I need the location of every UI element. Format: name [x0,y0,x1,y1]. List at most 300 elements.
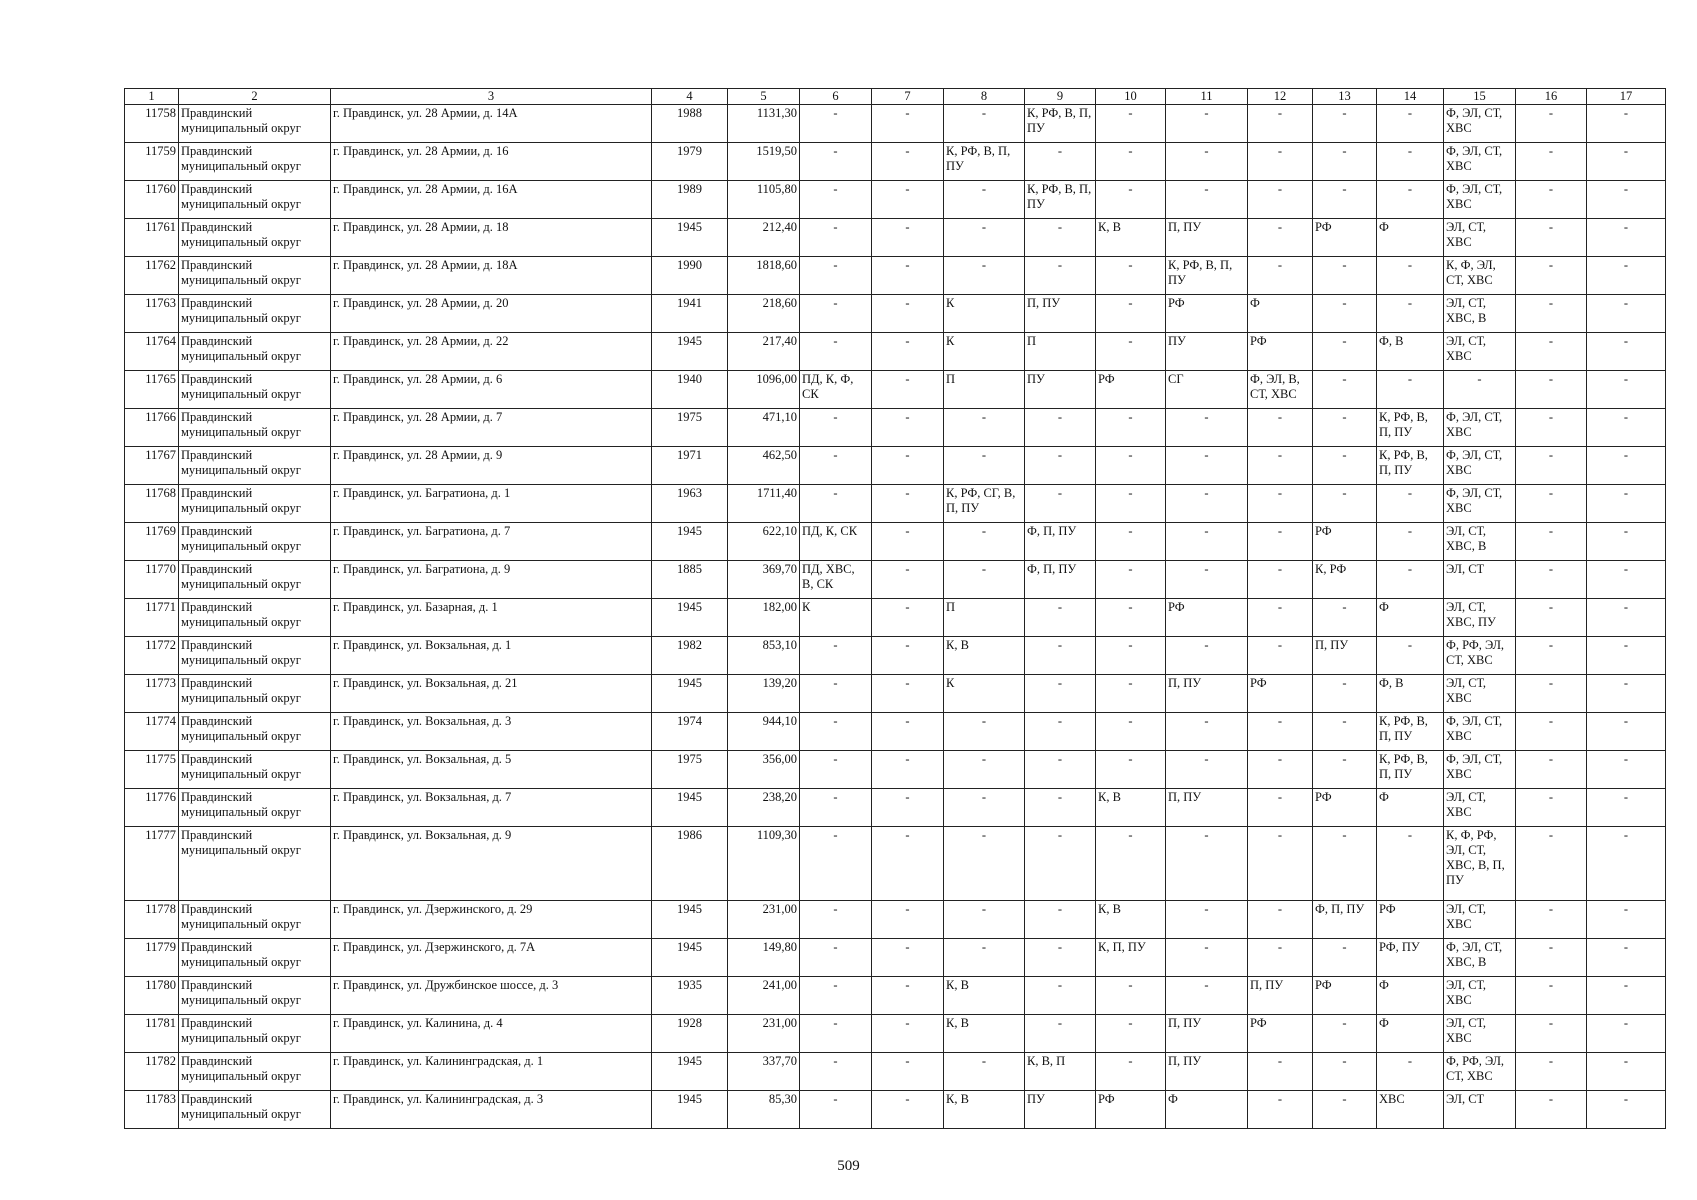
table-cell-col-5: 1818,60 [728,257,800,295]
column-header-15: 15 [1444,89,1516,105]
table-cell-col-5: 139,20 [728,675,800,713]
table-cell-col-4: 1945 [652,901,728,939]
table-row [125,485,1666,523]
column-header-10: 10 [1096,89,1166,105]
table-cell-col-10: - [1096,751,1166,789]
table-cell-col-3: г. Правдинск, ул. Вокзальная, д. 1 [331,637,652,675]
table-cell-col-11: - [1166,977,1248,1015]
table-cell-col-8: - [944,447,1025,485]
table-cell-col-3: г. Правдинск, ул. Вокзальная, д. 5 [331,751,652,789]
table-cell-col-11: - [1166,181,1248,219]
table-row [125,1015,1666,1053]
table-cell-col-7: - [872,1015,944,1053]
table-cell-col-15: Ф, ЭЛ, СТ, ХВС [1444,181,1516,219]
table-cell-col-13: РФ [1313,977,1377,1015]
table-cell-col-3: г. Правдинск, ул. 28 Армии, д. 14А [331,105,652,143]
table-cell-col-9: К, РФ, В, П, ПУ [1025,181,1096,219]
table-cell-col-6: - [800,789,872,827]
table-row [125,713,1666,751]
table-cell-col-7: - [872,977,944,1015]
column-header-1: 1 [125,89,179,105]
table-cell-col-10: - [1096,409,1166,447]
table-cell-col-9: ПУ [1025,1091,1096,1129]
table-cell-col-14: - [1377,1053,1444,1091]
table-cell-col-7: - [872,789,944,827]
table-cell-col-16: - [1516,485,1587,523]
table-cell-col-17: - [1587,1053,1666,1091]
table-cell-col-12: - [1248,1091,1313,1129]
table-cell-col-10: К, В [1096,901,1166,939]
table-cell-col-14: Ф [1377,1015,1444,1053]
table-cell-col-4: 1979 [652,143,728,181]
table-cell-col-16: - [1516,295,1587,333]
table-cell-col-16: - [1516,561,1587,599]
table-cell-col-14: К, РФ, В, П, ПУ [1377,409,1444,447]
table-cell-col-9: К, РФ, В, П, ПУ [1025,105,1096,143]
table-cell-col-2: Правдинский муниципальный округ [179,143,331,181]
table-cell-col-8: К, В [944,637,1025,675]
table-cell-col-14: - [1377,181,1444,219]
table-cell-col-4: 1940 [652,371,728,409]
table-cell-col-15: К, Ф, РФ, ЭЛ, СТ, ХВС, В, П, ПУ [1444,827,1516,901]
table-cell-col-2: Правдинский муниципальный округ [179,333,331,371]
table-cell-col-7: - [872,181,944,219]
table-cell-col-14: Ф [1377,599,1444,637]
table-cell-col-14: - [1377,257,1444,295]
table-cell-col-2: Правдинский муниципальный округ [179,371,331,409]
table-cell-col-4: 1935 [652,977,728,1015]
table-cell-col-2: Правдинский муниципальный округ [179,295,331,333]
table-cell-col-9: - [1025,675,1096,713]
table-cell-col-7: - [872,485,944,523]
table-cell-col-15: ЭЛ, СТ [1444,561,1516,599]
table-cell-col-13: - [1313,485,1377,523]
table-cell-col-5: 337,70 [728,1053,800,1091]
table-cell-col-4: 1945 [652,219,728,257]
table-cell-col-5: 1096,00 [728,371,800,409]
table-cell-col-15: ЭЛ, СТ, ХВС, ПУ [1444,599,1516,637]
table-cell-col-17: - [1587,675,1666,713]
table-cell-col-11: РФ [1166,295,1248,333]
table-cell-col-11: П, ПУ [1166,1015,1248,1053]
table-cell-col-14: Ф [1377,977,1444,1015]
table-cell-col-13: П, ПУ [1313,637,1377,675]
column-header-9: 9 [1025,89,1096,105]
table-cell-col-8: П [944,371,1025,409]
table-cell-col-8: К, РФ, В, П, ПУ [944,143,1025,181]
table-cell-col-14: Ф, В [1377,675,1444,713]
table-cell-col-13: - [1313,257,1377,295]
table-cell-col-1: 11779 [125,939,179,977]
table-cell-col-3: г. Правдинск, ул. 28 Армии, д. 18А [331,257,652,295]
table-cell-col-4: 1885 [652,561,728,599]
table-cell-col-4: 1975 [652,409,728,447]
table-cell-col-6: - [800,219,872,257]
table-body [125,105,1666,1129]
table-cell-col-10: - [1096,143,1166,181]
table-cell-col-1: 11770 [125,561,179,599]
table-cell-col-4: 1945 [652,939,728,977]
table-cell-col-13: - [1313,333,1377,371]
table-cell-col-1: 11773 [125,675,179,713]
column-header-7: 7 [872,89,944,105]
table-cell-col-16: - [1516,181,1587,219]
table-cell-col-5: 462,50 [728,447,800,485]
table-cell-col-12: Ф [1248,295,1313,333]
table-cell-col-10: - [1096,295,1166,333]
table-cell-col-1: 11758 [125,105,179,143]
table-cell-col-4: 1945 [652,675,728,713]
table-cell-col-12: РФ [1248,1015,1313,1053]
table-cell-col-11: - [1166,939,1248,977]
table-cell-col-12: - [1248,485,1313,523]
table-cell-col-12: РФ [1248,675,1313,713]
table-cell-col-7: - [872,143,944,181]
table-cell-col-6: ПД, ХВС, В, СК [800,561,872,599]
table-cell-col-15: Ф, ЭЛ, СТ, ХВС [1444,485,1516,523]
table-cell-col-3: г. Правдинск, ул. Калининградская, д. 1 [331,1053,652,1091]
table-cell-col-13: - [1313,827,1377,901]
table-cell-col-10: К, П, ПУ [1096,939,1166,977]
table-cell-col-12: - [1248,827,1313,901]
table-cell-col-12: - [1248,901,1313,939]
table-row [125,257,1666,295]
table-cell-col-7: - [872,675,944,713]
table-cell-col-13: - [1313,105,1377,143]
table-cell-col-9: - [1025,143,1096,181]
table-cell-col-3: г. Правдинск, ул. Дзержинского, д. 29 [331,901,652,939]
table-cell-col-12: - [1248,713,1313,751]
table-cell-col-8: - [944,219,1025,257]
table-cell-col-11: - [1166,637,1248,675]
table-cell-col-13: - [1313,181,1377,219]
table-cell-col-7: - [872,1053,944,1091]
table-cell-col-2: Правдинский муниципальный округ [179,901,331,939]
table-cell-col-8: - [944,1053,1025,1091]
table-cell-col-15: ЭЛ, СТ, ХВС [1444,901,1516,939]
table-cell-col-4: 1974 [652,713,728,751]
table-cell-col-2: Правдинский муниципальный округ [179,751,331,789]
table-cell-col-15: Ф, РФ, ЭЛ, СТ, ХВС [1444,1053,1516,1091]
table-row [125,523,1666,561]
table-cell-col-12: - [1248,523,1313,561]
table-cell-col-1: 11761 [125,219,179,257]
table-cell-col-12: РФ [1248,333,1313,371]
table-cell-col-3: г. Правдинск, ул. Калинина, д. 4 [331,1015,652,1053]
table-cell-col-7: - [872,523,944,561]
table-cell-col-7: - [872,599,944,637]
table-cell-col-3: г. Правдинск, ул. Дзержинского, д. 7А [331,939,652,977]
table-cell-col-2: Правдинский муниципальный округ [179,561,331,599]
table-cell-col-7: - [872,409,944,447]
table-cell-col-16: - [1516,143,1587,181]
table-cell-col-7: - [872,561,944,599]
table-cell-col-1: 11762 [125,257,179,295]
table-cell-col-5: 369,70 [728,561,800,599]
table-cell-col-1: 11771 [125,599,179,637]
table-cell-col-2: Правдинский муниципальный округ [179,523,331,561]
table-cell-col-11: Ф [1166,1091,1248,1129]
table-cell-col-9: - [1025,939,1096,977]
table-cell-col-9: - [1025,1015,1096,1053]
table-cell-col-17: - [1587,827,1666,901]
table-cell-col-5: 471,10 [728,409,800,447]
table-cell-col-17: - [1587,219,1666,257]
table-row [125,295,1666,333]
table-cell-col-16: - [1516,409,1587,447]
table-cell-col-6: - [800,1053,872,1091]
table-cell-col-17: - [1587,901,1666,939]
table-cell-col-11: - [1166,751,1248,789]
table-cell-col-15: Ф, ЭЛ, СТ, ХВС [1444,143,1516,181]
table-cell-col-5: 1131,30 [728,105,800,143]
table-cell-col-10: - [1096,713,1166,751]
table-cell-col-14: - [1377,637,1444,675]
table-cell-col-7: - [872,713,944,751]
table-cell-col-12: - [1248,561,1313,599]
table-cell-col-11: ПУ [1166,333,1248,371]
table-cell-col-2: Правдинский муниципальный округ [179,409,331,447]
table-cell-col-8: - [944,827,1025,901]
table-cell-col-1: 11775 [125,751,179,789]
table-cell-col-4: 1945 [652,1091,728,1129]
table-cell-col-8: - [944,181,1025,219]
table-cell-col-5: 622,10 [728,523,800,561]
table-cell-col-13: - [1313,599,1377,637]
table-cell-col-4: 1928 [652,1015,728,1053]
table-cell-col-10: К, В [1096,789,1166,827]
table-cell-col-16: - [1516,257,1587,295]
table-cell-col-6: - [800,827,872,901]
table-cell-col-9: - [1025,219,1096,257]
table-cell-col-9: - [1025,599,1096,637]
table-cell-col-4: 1963 [652,485,728,523]
table-cell-col-13: - [1313,447,1377,485]
table-cell-col-14: - [1377,105,1444,143]
table-cell-col-14: ХВС [1377,1091,1444,1129]
table-cell-col-1: 11774 [125,713,179,751]
table-cell-col-2: Правдинский муниципальный округ [179,485,331,523]
table-cell-col-12: - [1248,939,1313,977]
table-row [125,447,1666,485]
table-cell-col-6: - [800,333,872,371]
column-header-4: 4 [652,89,728,105]
table-cell-col-7: - [872,447,944,485]
table-cell-col-9: - [1025,827,1096,901]
table-cell-col-10: - [1096,827,1166,901]
table-cell-col-11: П, ПУ [1166,1053,1248,1091]
table-cell-col-16: - [1516,977,1587,1015]
table-cell-col-8: П [944,599,1025,637]
table-cell-col-15: К, Ф, ЭЛ, СТ, ХВС [1444,257,1516,295]
table-row [125,675,1666,713]
table-cell-col-6: - [800,1091,872,1129]
table-cell-col-11: - [1166,485,1248,523]
table-cell-col-8: - [944,523,1025,561]
table-cell-col-15: Ф, ЭЛ, СТ, ХВС [1444,409,1516,447]
table-cell-col-17: - [1587,977,1666,1015]
table-cell-col-3: г. Правдинск, ул. Дружбинское шоссе, д. 3 [331,977,652,1015]
table-cell-col-13: - [1313,751,1377,789]
table-row [125,181,1666,219]
table-cell-col-3: г. Правдинск, ул. 28 Армии, д. 20 [331,295,652,333]
table-cell-col-1: 11763 [125,295,179,333]
table-cell-col-6: - [800,143,872,181]
table-cell-col-14: Ф [1377,219,1444,257]
table-cell-col-17: - [1587,447,1666,485]
table-cell-col-8: К [944,675,1025,713]
table-cell-col-3: г. Правдинск, ул. Багратиона, д. 1 [331,485,652,523]
table-cell-col-10: - [1096,637,1166,675]
table-row [125,1091,1666,1129]
table-cell-col-10: - [1096,977,1166,1015]
table-cell-col-3: г. Правдинск, ул. Вокзальная, д. 21 [331,675,652,713]
table-cell-col-13: - [1313,409,1377,447]
table-cell-col-15: Ф, ЭЛ, СТ, ХВС [1444,447,1516,485]
table-cell-col-4: 1945 [652,1053,728,1091]
table-cell-col-7: - [872,751,944,789]
table-cell-col-17: - [1587,713,1666,751]
table-cell-col-16: - [1516,523,1587,561]
table-cell-col-12: - [1248,219,1313,257]
column-header-12: 12 [1248,89,1313,105]
table-cell-col-4: 1988 [652,105,728,143]
table-cell-col-14: - [1377,523,1444,561]
table-cell-col-1: 11759 [125,143,179,181]
table-cell-col-15: Ф, ЭЛ, СТ, ХВС [1444,713,1516,751]
table-cell-col-8: - [944,789,1025,827]
table-row [125,789,1666,827]
table-cell-col-2: Правдинский муниципальный округ [179,827,331,901]
table-row [125,939,1666,977]
table-cell-col-5: 218,60 [728,295,800,333]
table-cell-col-4: 1990 [652,257,728,295]
table-cell-col-7: - [872,1091,944,1129]
table-cell-col-5: 241,00 [728,977,800,1015]
table-row [125,333,1666,371]
table-cell-col-12: - [1248,599,1313,637]
table-cell-col-5: 1519,50 [728,143,800,181]
table-cell-col-2: Правдинский муниципальный округ [179,637,331,675]
table-cell-col-2: Правдинский муниципальный округ [179,1015,331,1053]
table-cell-col-13: РФ [1313,219,1377,257]
table-cell-col-15: ЭЛ, СТ, ХВС [1444,789,1516,827]
table-cell-col-1: 11764 [125,333,179,371]
table-cell-col-10: - [1096,599,1166,637]
table-cell-col-7: - [872,827,944,901]
table-cell-col-17: - [1587,371,1666,409]
table-row [125,219,1666,257]
column-header-3: 3 [331,89,652,105]
table-cell-col-11: - [1166,409,1248,447]
table-cell-col-13: РФ [1313,789,1377,827]
table-cell-col-14: - [1377,561,1444,599]
table-cell-col-6: ПД, К, СК [800,523,872,561]
table-cell-col-10: - [1096,675,1166,713]
column-header-11: 11 [1166,89,1248,105]
table-cell-col-17: - [1587,789,1666,827]
table-row [125,143,1666,181]
table-cell-col-9: П, ПУ [1025,295,1096,333]
table-cell-col-16: - [1516,751,1587,789]
table-cell-col-5: 1105,80 [728,181,800,219]
table-cell-col-2: Правдинский муниципальный округ [179,257,331,295]
table-row [125,827,1666,901]
table-cell-col-8: - [944,751,1025,789]
table-cell-col-10: - [1096,181,1166,219]
table-cell-col-8: К [944,333,1025,371]
table-cell-col-10: - [1096,257,1166,295]
table-cell-col-3: г. Правдинск, ул. 28 Армии, д. 6 [331,371,652,409]
table-cell-col-12: - [1248,447,1313,485]
table-cell-col-17: - [1587,1015,1666,1053]
table-cell-col-17: - [1587,181,1666,219]
table-cell-col-16: - [1516,1015,1587,1053]
table-cell-col-3: г. Правдинск, ул. Вокзальная, д. 7 [331,789,652,827]
table-cell-col-7: - [872,257,944,295]
table-cell-col-10: - [1096,105,1166,143]
table-cell-col-6: - [800,447,872,485]
table-cell-col-12: - [1248,105,1313,143]
table-cell-col-17: - [1587,143,1666,181]
table-cell-col-5: 944,10 [728,713,800,751]
table-cell-col-12: - [1248,143,1313,181]
table-cell-col-8: - [944,713,1025,751]
table-cell-col-4: 1941 [652,295,728,333]
column-header-2: 2 [179,89,331,105]
table-cell-col-11: - [1166,901,1248,939]
table-cell-col-6: - [800,675,872,713]
table-cell-col-11: - [1166,713,1248,751]
table-cell-col-14: - [1377,827,1444,901]
table-cell-col-15: ЭЛ, СТ [1444,1091,1516,1129]
table-cell-col-15: ЭЛ, СТ, ХВС, В [1444,523,1516,561]
table-cell-col-11: - [1166,523,1248,561]
table-cell-col-6: - [800,257,872,295]
table-cell-col-4: 1945 [652,599,728,637]
table-cell-col-3: г. Правдинск, ул. Вокзальная, д. 3 [331,713,652,751]
table-cell-col-16: - [1516,333,1587,371]
table-cell-col-15: Ф, ЭЛ, СТ, ХВС [1444,105,1516,143]
table-cell-col-9: - [1025,901,1096,939]
table-cell-col-5: 149,80 [728,939,800,977]
table-cell-col-6: - [800,977,872,1015]
table-cell-col-16: - [1516,827,1587,901]
table-cell-col-6: - [800,295,872,333]
table-cell-col-17: - [1587,485,1666,523]
table-cell-col-1: 11772 [125,637,179,675]
table-cell-col-2: Правдинский муниципальный округ [179,105,331,143]
table-cell-col-6: К [800,599,872,637]
column-number-header-row [125,89,1666,105]
table-cell-col-3: г. Правдинск, ул. 28 Армии, д. 16 [331,143,652,181]
table-cell-col-10: РФ [1096,371,1166,409]
table-cell-col-12: П, ПУ [1248,977,1313,1015]
table-cell-col-14: К, РФ, В, П, ПУ [1377,713,1444,751]
table-cell-col-5: 238,20 [728,789,800,827]
table-cell-col-15: ЭЛ, СТ, ХВС [1444,219,1516,257]
table-cell-col-13: - [1313,939,1377,977]
table-cell-col-11: РФ [1166,599,1248,637]
table-cell-col-10: - [1096,447,1166,485]
table-cell-col-5: 853,10 [728,637,800,675]
table-cell-col-13: - [1313,675,1377,713]
table-cell-col-17: - [1587,409,1666,447]
table-cell-col-9: - [1025,485,1096,523]
table-cell-col-9: - [1025,409,1096,447]
table-row [125,105,1666,143]
table-cell-col-2: Правдинский муниципальный округ [179,599,331,637]
